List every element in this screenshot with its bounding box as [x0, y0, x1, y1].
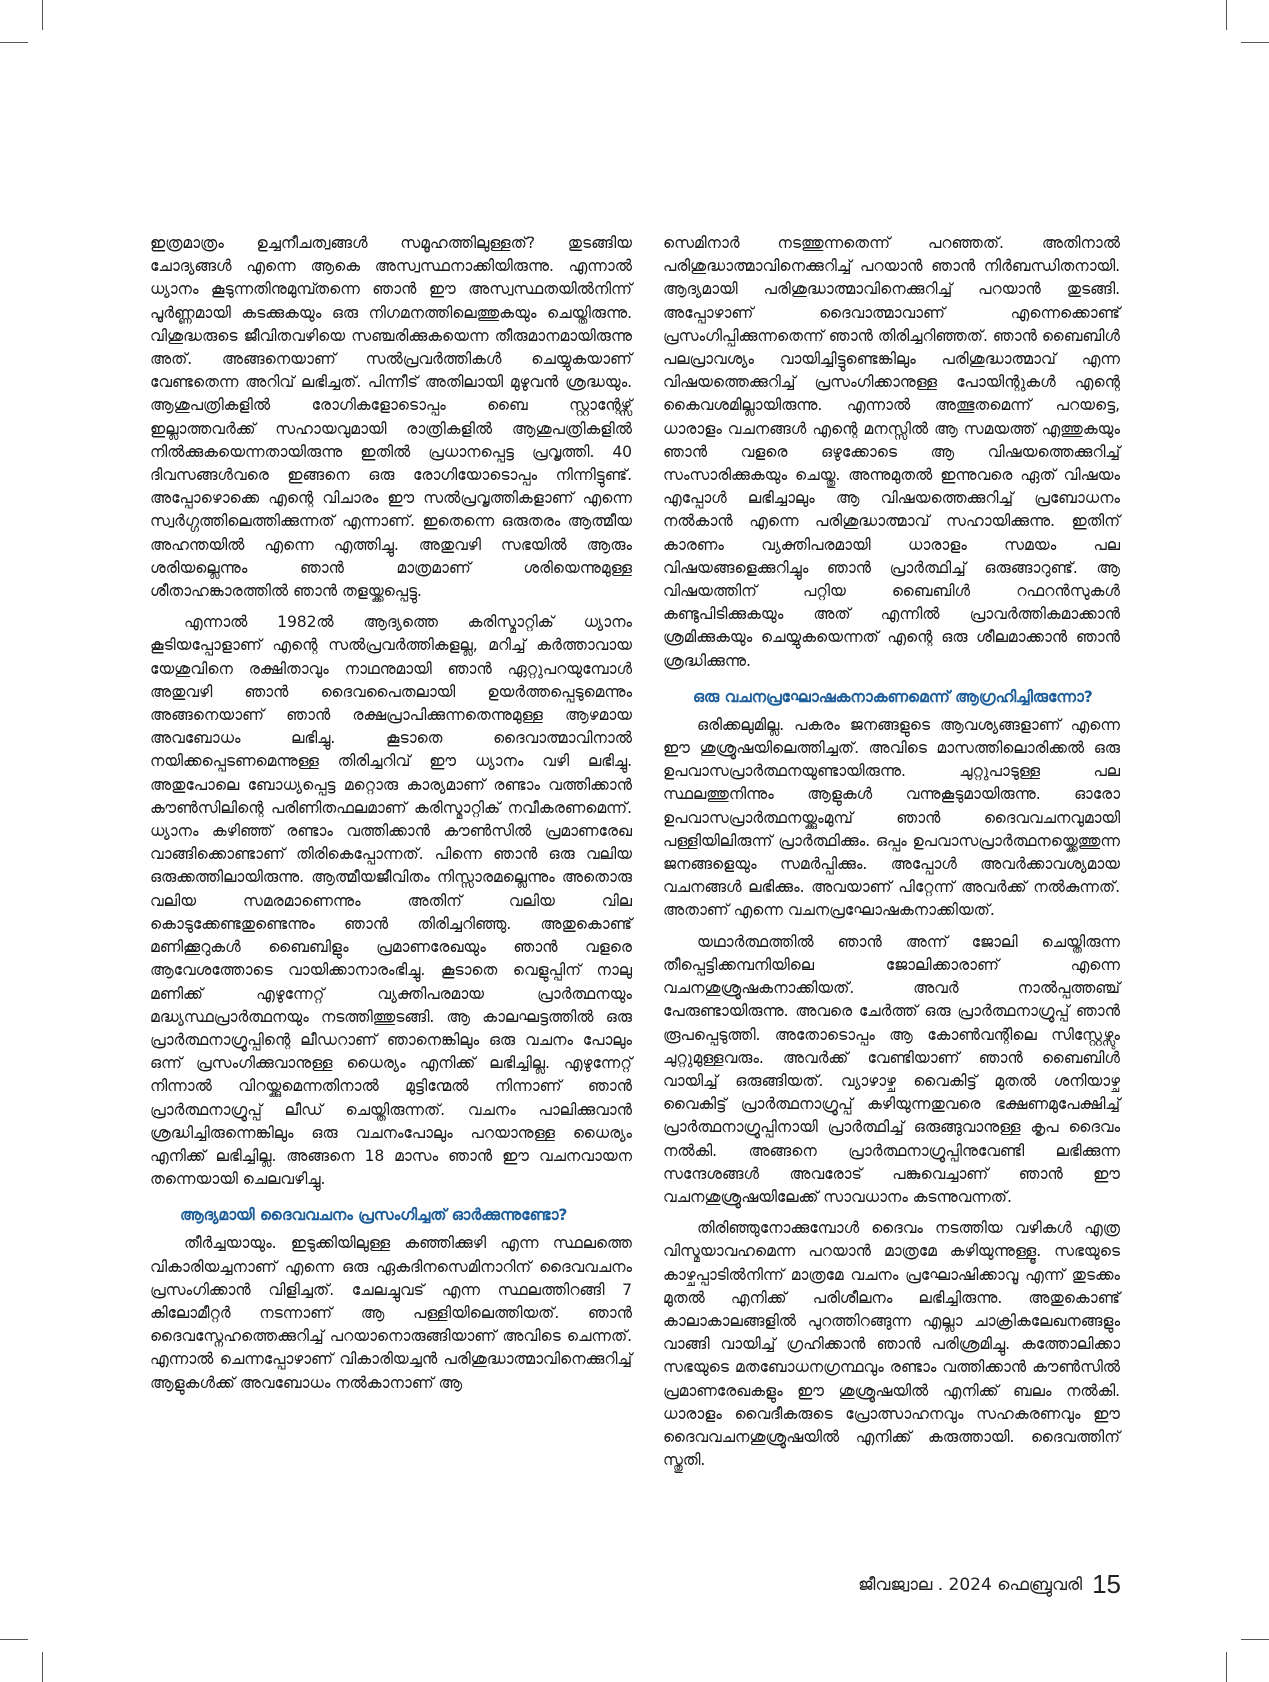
body-paragraph: തിരിഞ്ഞുനോക്കുമ്പോൾ ദൈവം നടത്തിയ വഴികൾ എത്ര വിസ്മയാവഹമെന്ന പറയാൻ മാത്രമേ കഴിയുന്നുള്ളൂ. സഭയുടെ കാഴ്ചപ്പാടിൽനിന്ന് മാത്രമേ വചനം പ്രഘോഷിക്കാവൂ എന്ന് തുടക്കം മുതൽ എനിക്ക് പരിശീലനം ലഭിച്ചിരുന്നു. അതുകൊണ്ട് കാലാകാലങ്ങളിൽ പുറത്തിറങ്ങുന്ന എല്ലാ ചാക്രികലേഖനങ്ങളും വാങ്ങി വായിച്ച് ഗ്രഹിക്കാൻ ഞാൻ പരിശ്രമിച്ചു. കത്തോലിക്കാ സഭയുടെ മതബോധനഗ്രന്ഥവും രണ്ടാം വത്തിക്കാൻ കൗൺസിൽ പ്രമാണരേഖകളും ഈ ശുശ്രൂഷയിൽ എനിക്ക് ബലം നൽകി. ധാരാളം വൈദീകരുടെ പ്രോത്സാഹനവും സഹകരണവും ഈ ദൈവവചനശുശ്രൂഷയിൽ എനിക്ക് കരുത്തായി. ദൈവത്തിന് സ്തുതി. [663, 1219, 1120, 1470]
crop-mark [1226, 1652, 1227, 1682]
crop-mark [0, 1639, 28, 1640]
body-paragraph: ഒരിക്കലുമില്ല. പകരം ജനങ്ങളുടെ ആവശ്യങ്ങളാണ് എന്നെ ഈ ശുശ്രൂഷയിലെത്തിച്ചത്. അവിടെ മാസത്തിലൊരിക്കൽ ഒരു ഉപവാസപ്രാർത്ഥനയുണ്ടായിരുന്നു. ചുറ്റുപാടുള്ള പല സ്ഥലത്തുനിന്നും ആളുകൾ വന്നുകൂടുമായിരുന്നു. ഓരോ ഉപവാസപ്രാർത്ഥനയ്ക്കുംമുമ്പ് ഞാൻ ദൈവവചനവുമായി പള്ളിയിലിരുന്ന് പ്രാർത്ഥിക്കും. ഒപ്പം ഉപവാസപ്രാർത്ഥനയ്ക്കെത്തുന്ന ജനങ്ങളെയും സമർപ്പിക്കും. അപ്പോൾ അവർക്കാവശ്യമായ വചനങ്ങൾ ലഭിക്കും. അവയാണ് പിറ്റേന്ന് അവർക്ക് നൽകുന്നത്. അതാണ് എന്നെ വചനപ്രഘോഷകനാക്കിയത്. [663, 715, 1120, 920]
page-number: 15 [1092, 1569, 1121, 1599]
body-paragraph: യഥാർത്ഥത്തിൽ ഞാൻ അന്ന് ജോലി ചെയ്തിരുന്ന തീപ്പെട്ടിക്കമ്പനിയിലെ ജോലിക്കാരാണ് എന്നെ വചനശുശ്രൂഷകനാക്കിയത്. അവർ നാൽപ്പത്തഞ്ച് പേരുണ്ടായിരുന്നു. അവരെ ചേർത്ത് ഒരു പ്രാർത്ഥനാഗ്രൂപ്പ് ഞാൻ രൂപപ്പെടുത്തി. അതോടൊപ്പം ആ കോൺവന്റിലെ സിസ്റ്റേഴ്സും ചുറ്റുമുള്ളവരും. അവർക്ക് വേണ്ടിയാണ് ഞാൻ ബൈബിൾ വായിച്ച് ഒരുങ്ങിയത്. വ്യാഴാഴ്ച വൈകിട്ട് മുതൽ ശനിയാഴ്ച വൈകിട്ട് പ്രാർത്ഥനാഗ്രൂപ്പ് കഴിയുന്നതുവരെ ഭക്ഷണമുപേക്ഷിച്ച് പ്രാർത്ഥനാഗ്രൂപ്പിനായി പ്രാർത്ഥിച്ച് ഒരുങ്ങുവാനുള്ള കൃപ ദൈവം നൽകി. അങ്ങനെ പ്രാർത്ഥനാഗ്രൂപ്പിനുവേണ്ടി ലഭിക്കുന്ന സന്ദേശങ്ങൾ അവരോട് പങ്കുവെച്ചാണ് ഞാൻ ഈ വചനശുശ്രൂഷയിലേക്ക് സാവധാനം കടന്നുവന്നത്. [663, 932, 1120, 1206]
publication-title: ജീവജ്വാല . 2024 ഫെബ്രുവരി [858, 1574, 1083, 1595]
article-column-right [663, 232, 1120, 1480]
section-heading: ഒരു വചനപ്രഘോഷകനാകണമെന്ന് ആഗ്രഹിച്ചിരുന്നോ? [693, 687, 1093, 706]
page-footer [858, 1569, 1121, 1600]
body-paragraph: ഇത്രമാത്രം ഉച്ചനീചത്വങ്ങൾ സമൂഹത്തിലുള്ളത്? തുടങ്ങിയ ചോദ്യങ്ങൾ എന്നെ ആകെ അസ്വസ്ഥനാക്കിയിരുന്നു. എന്നാൽ ധ്യാനം കൂടുന്നതിനുമുമ്പ്തന്നെ ഞാൻ ഈ അസ്വസ്ഥതയിൽനിന്ന് പൂർണ്ണമായി കടക്കുകയും ഒരു നിഗമനത്തിലെത്തുകയും ചെയ്തിരുന്നു. വിശുദ്ധരുടെ ജീവിതവഴിയെ സഞ്ചരിക്കുകയെന്ന തീരുമാനമായിരുന്നു അത്. അങ്ങനെയാണ് സൽപ്രവർത്തികൾ ചെയ്യുകയാണ് വേണ്ടതെന്ന അറിവ് ലഭിച്ചത്. പിന്നീട് അതിലായി മുഴുവൻ ശ്രദ്ധയും. ആശുപത്രികളിൽ രോഗികളോടൊപ്പം ബൈ സ്റ്റാന്റേഴ്സ് ഇല്ലാത്തവർക്ക് സഹായവുമായി രാത്രികളിൽ ആശുപത്രികളിൽ നിൽക്കുകയെന്നതായിരുന്നു ഇതിൽ പ്രധാനപ്പെട്ട പ്രവൃത്തി. 40 ദിവസങ്ങൾവരെ ഇങ്ങനെ ഒരു രോഗിയോടൊപ്പം നിന്നിട്ടുണ്ട്. അപ്പോഴൊക്കെ എന്റെ വിചാരം ഈ സൽപ്രവൃത്തികളാണ് എന്നെ സ്വർഗ്ഗത്തിലെത്തിക്കുന്നത് എന്നാണ്. ഇതെന്നെ ഒരുതരം ആത്മീയ അഹന്തയിൽ എന്നെ എത്തിച്ചു. അതുവഴി സഭയിൽ ആരും ശരിയല്ലെന്നും ഞാൻ മാത്രമാണ് ശരിയെന്നുമുള്ള ശീതാഹങ്കാരത്തിൽ ഞാൻ തളയ്ക്കപ്പെട്ടു. [150, 234, 632, 601]
crop-mark [1241, 1639, 1269, 1640]
body-paragraph: തീർച്ചയായും. ഇടുക്കിയിലുള്ള കഞ്ഞിക്കുഴി എന്ന സ്ഥലത്തെ വികാരിയച്ചനാണ് എന്നെ ഒരു ഏകദിനസെമിനാറിന് ദൈവവചനം പ്രസംഗിക്കാൻ വിളിച്ചത്. ചേലച്ചുവട് എന്ന സ്ഥലത്തിറങ്ങി 7 കിലോമീറ്റർ നടന്നാണ് ആ പള്ളിയിലെത്തിയത്. ഞാൻ ദൈവസ്നേഹത്തെക്കുറിച്ച് പറയാനൊരുങ്ങിയാണ് അവിടെ ചെന്നത്. എന്നാൽ ചെന്നപ്പോഴാണ് വികാരിയച്ചൻ പരിശുദ്ധാത്മാവിനെക്കുറിച്ച് ആളുകൾക്ക് അവബോധം നൽകാനാണ് ആ [150, 1234, 632, 1392]
section-heading: ആദ്യമായി ദൈവവചനം പ്രസംഗിച്ചത് ഓർക്കുന്നുണ്ടോ? [180, 1206, 568, 1225]
crop-mark [1241, 42, 1269, 43]
article-column-left [150, 232, 632, 1403]
body-paragraph: സെമിനാർ നടത്തുന്നതെന്ന് പറഞ്ഞത്. അതിനാൽ പരിശുദ്ധാത്മാവിനെക്കുറിച്ച് പറയാൻ ഞാൻ നിർബന്ധിതനായി. ആദ്യമായി പരിശുദ്ധാത്മാവിനെക്കുറിച്ച് പറയാൻ തുടങ്ങി. അപ്പോഴാണ് ദൈവാത്മാവാണ് എന്നെക്കൊണ്ട് പ്രസംഗിപ്പിക്കുന്നതെന്ന് ഞാൻ തിരിച്ചറിഞ്ഞത്. ഞാൻ ബൈബിൾ പലപ്രാവശ്യം വായിച്ചിട്ടുണ്ടെങ്കിലും പരിശുദ്ധാത്മാവ് എന്ന വിഷയത്തെക്കുറിച്ച് പ്രസംഗിക്കാനുള്ള പോയിന്റുകൾ എന്റെ കൈവശമില്ലായിരുന്നു. എന്നാൽ അത്ഭുതമെന്ന് പറയട്ടെ, ധാരാളം വചനങ്ങൾ എന്റെ മനസ്സിൽ ആ സമയത്ത് എത്തുകയും ഞാൻ വളരെ ഒഴുക്കോടെ ആ വിഷയത്തെക്കുറിച്ച് സംസാരിക്കുകയും ചെയ്തു. അന്നുമുതൽ ഇന്നുവരെ ഏത് വിഷയം എപ്പോൾ ലഭിച്ചാലും ആ വിഷയത്തെക്കുറിച്ച് പ്രബോധനം നൽകാൻ എന്നെ പരിശുദ്ധാത്മാവ് സഹായിക്കുന്നു. ഇതിന് കാരണം വ്യക്തിപരമായി ധാരാളം സമയം പല വിഷയങ്ങളെക്കുറിച്ചും ഞാൻ പ്രാർത്ഥിച്ച് ഒരുങ്ങാറുണ്ട്. ആ വിഷയത്തിന് പറ്റിയ ബൈബിൾ റഫറൻസുകൾ കണ്ടുപിടിക്കുകയും അത് എന്നിൽ പ്രാവർത്തികമാക്കാൻ ശ്രമിക്കുകയും ചെയ്യുകയെന്നത് എന്റെ ഒരു ശീലമാക്കാൻ ഞാൻ ശ്രദ്ധിക്കുന്നു. [663, 234, 1120, 670]
crop-mark [1226, 0, 1227, 30]
crop-mark [0, 42, 28, 43]
crop-mark [42, 1652, 43, 1682]
crop-mark [42, 0, 43, 30]
body-paragraph: എന്നാൽ 1982ൽ ആദ്യത്തെ കരിസ്മാറ്റിക് ധ്യാനം കൂടിയപ്പോളാണ് എന്റെ സൽപ്രവർത്തികളല്ല, മറിച്ച് കർത്താവായ യേശുവിനെ രക്ഷിതാവും നാഥനുമായി ഞാൻ ഏറ്റുപറയുമ്പോൾ അതുവഴി ഞാൻ ദൈവപൈതലായി ഉയർത്തപ്പെടുമെന്നും അങ്ങനെയാണ് ഞാൻ രക്ഷപ്രാപിക്കുന്നതെന്നുമുള്ള ആഴമായ അവബോധം ലഭിച്ചു. കൂടാതെ ദൈവാത്മാവിനാൽ നയിക്കപ്പെടണമെന്നുള്ള തിരിച്ചറിവ് ഈ ധ്യാനം വഴി ലഭിച്ചു. അതുപോലെ ബോധ്യപ്പെട്ട മറ്റൊരു കാര്യമാണ് രണ്ടാം വത്തിക്കാൻ കൗൺസിലിന്റെ പരിണിതഫലമാണ് കരിസ്മാറ്റിക് നവീകരണമെന്ന്. ധ്യാനം കഴിഞ്ഞ് രണ്ടാം വത്തിക്കാൻ കൗൺസിൽ പ്രമാണരേഖ വാങ്ങിക്കൊണ്ടാണ് തിരികെപ്പോന്നത്. പിന്നെ ഞാൻ ഒരു വലിയ ഒരുക്കത്തിലായിരുന്നു. ആത്മീയജീവിതം നിസ്സാരമല്ലെന്നും അതൊരു വലിയ സമരമാണെന്നും അതിന് വലിയ വില കൊടുക്കേണ്ടതുണ്ടെന്നും ഞാൻ തിരിച്ചറിഞ്ഞു. അതുകൊണ്ട് മണിക്കൂറുകൾ ബൈബിളും പ്രമാണരേഖയും ഞാൻ വളരെ ആവേശത്തോടെ വായിക്കാനാരംഭിച്ചു. കൂടാതെ വെളുപ്പിന് നാലു മണിക്ക് എഴുന്നേറ്റ് വ്യക്തിപരമായ പ്രാർത്ഥനയും മദ്ധ്യസ്ഥപ്രാർത്ഥനയും നടത്തിത്തുടങ്ങി. ആ കാലഘട്ടത്തിൽ ഒരു പ്രാർത്ഥനാഗ്രൂപ്പിന്റെ ലീഡറാണ് ഞാനെങ്കിലും ഒരു വചനം പോലും ഒന്ന് പ്രസംഗിക്കുവാനുള്ള ധൈര്യം എനിക്ക് ലഭിച്ചില്ല. എഴുന്നേറ്റ് നിന്നാൽ വിറയ്ക്കുമെന്നതിനാൽ മുട്ടിന്മേൽ നിന്നാണ് ഞാൻ പ്രാർത്ഥനാഗ്രൂപ്പ് ലീഡ് ചെയ്തിരുന്നത്. വചനം പാലിക്കുവാൻ ശ്രദ്ധിച്ചിരുന്നെങ്കിലും ഒരു വചനംപോലും പറയാനുള്ള ധൈര്യം എനിക്ക് ലഭിച്ചില്ല. അങ്ങനെ 18 മാസം ഞാൻ ഈ വചനവായന തന്നെയായി ചെലവഴിച്ചു. [150, 613, 632, 1189]
